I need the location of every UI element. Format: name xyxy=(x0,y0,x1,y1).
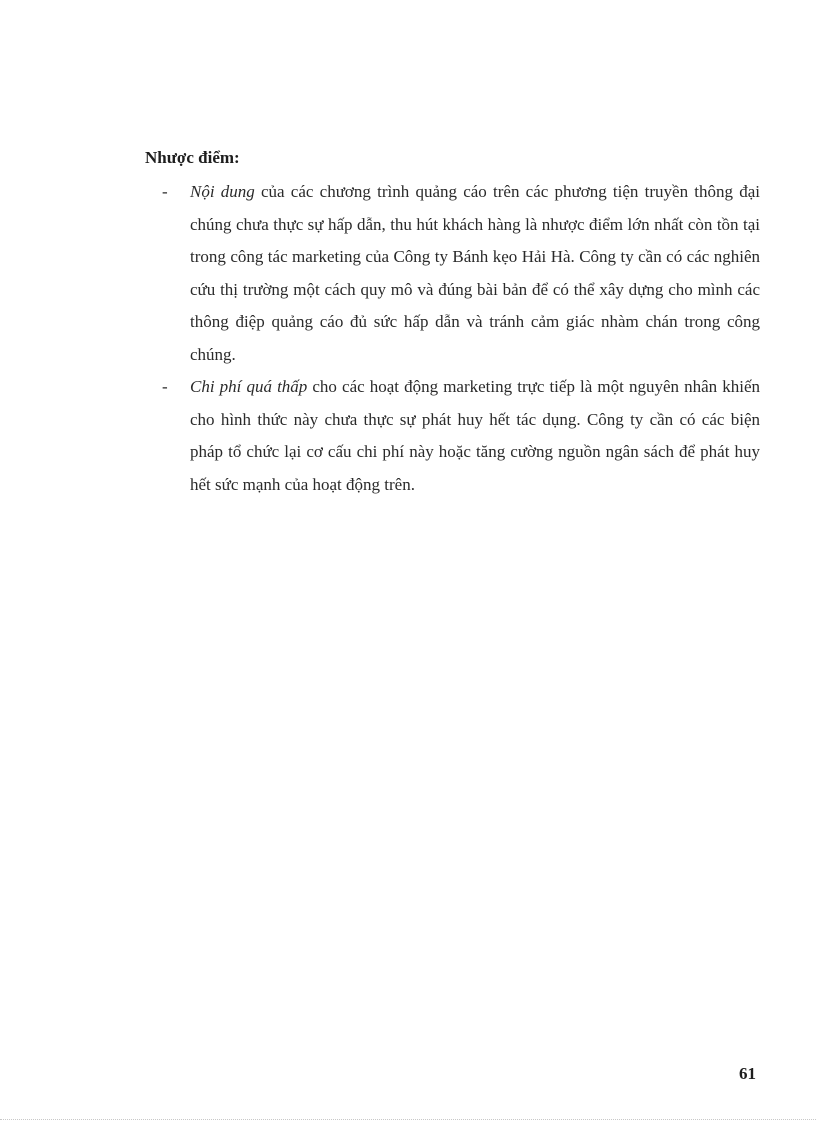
page-bottom-divider xyxy=(0,1119,816,1120)
page-number: 61 xyxy=(739,1064,756,1083)
bullet-lead-phrase: Nội dung xyxy=(190,182,255,201)
bullet-lead-phrase: Chi phí quá thấp xyxy=(190,377,308,396)
bullet-item-content xyxy=(162,176,760,371)
bullet-body-text: cho các hoạt động marketing trực tiếp là một nguyên nhân khiến cho hình thức này chưa thực sự phát huy hết tác dụng. Công ty cần có các biện pháp tổ chức lại cơ cấu chi phí này hoặc tăng cường nguồn ngân sách để phát huy hết sức mạnh của hoạt động trên. xyxy=(190,377,760,494)
bullet-dash: - xyxy=(162,377,168,396)
bullet-list xyxy=(162,176,760,501)
bullet-body-text: của các chương trình quảng cáo trên các phương tiện truyền thông đại chúng chưa thực sự hấp dẫn, thu hút khách hàng là nhược điểm lớn nhất còn tồn tại trong công tác marketing của Công ty Bánh kẹo Hải Hà. Công ty cần có các nghiên cứu thị trường một cách quy mô và đúng bài bản để có thể xây dựng cho mình các thông điệp quảng cáo đủ sức hấp dẫn và tránh cảm giác nhàm chán trong công chúng. xyxy=(190,182,760,364)
section-heading: Nhược điểm: xyxy=(145,148,240,167)
bullet-dash: - xyxy=(162,182,168,201)
bullet-item-cost xyxy=(162,371,760,501)
